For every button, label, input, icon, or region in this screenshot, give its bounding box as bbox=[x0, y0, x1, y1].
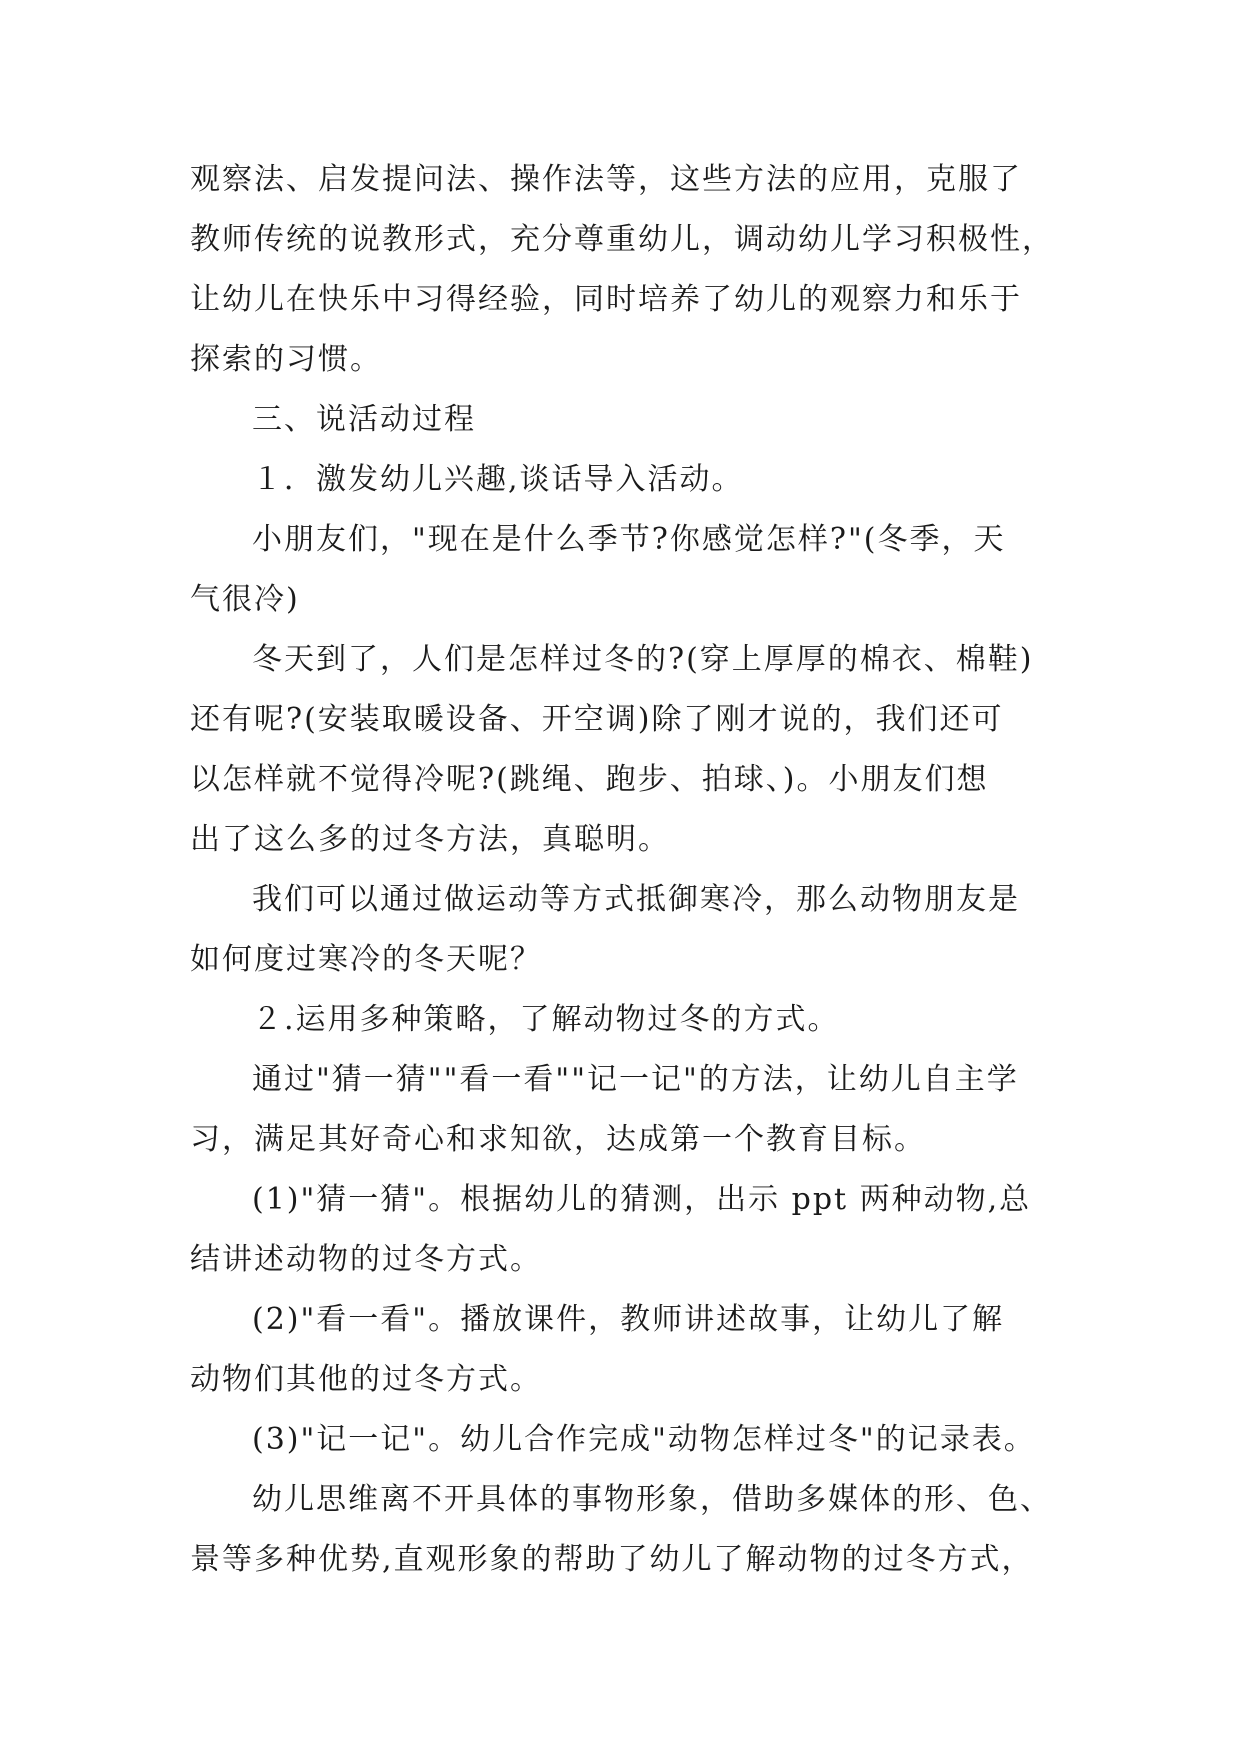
paragraph-p-question bbox=[190, 510, 1070, 630]
paragraph-step-2 bbox=[190, 990, 1070, 1050]
paragraph-step-1 bbox=[190, 450, 1070, 510]
paragraph-section-3 bbox=[190, 390, 1070, 450]
paragraph-p-animals bbox=[190, 870, 1070, 990]
text-line: 出了这么多的过冬方法，真聪明。 bbox=[190, 822, 670, 857]
text-line: 如何度过寒冷的冬天呢？ bbox=[190, 942, 542, 977]
text-line: 我们可以通过做运动等方式抵御寒冷，那么动物朋友是 bbox=[252, 882, 1020, 917]
text-line: 小朋友们，"现在是什么季节?你感觉怎样?"(冬季，天 bbox=[252, 522, 1006, 557]
text-line: 教师传统的说教形式，充分尊重幼儿，调动幼儿学习积极性， bbox=[190, 222, 1054, 257]
paragraph-p-methods bbox=[190, 1050, 1070, 1170]
text-line: 气很冷) bbox=[190, 582, 300, 617]
text-line: １．激发幼儿兴趣,谈话导入活动。 bbox=[252, 462, 744, 497]
text-line: 探索的习惯。 bbox=[190, 342, 382, 377]
text-line: 冬天到了，人们是怎样过冬的?(穿上厚厚的棉衣、棉鞋) bbox=[252, 642, 1034, 677]
text-line: ２.运用多种策略，了解动物过冬的方式。 bbox=[252, 1002, 840, 1037]
paragraph-p-look bbox=[190, 1290, 1070, 1410]
paragraph-p-winter bbox=[190, 630, 1070, 870]
text-line: (2)"看一看"。播放课件，教师讲述故事，让幼儿了解 bbox=[252, 1302, 1005, 1337]
paragraph-p-guess bbox=[190, 1170, 1070, 1290]
text-line: 通过"猜一猜""看一看""记一记"的方法，让幼儿自主学 bbox=[252, 1062, 1019, 1097]
text-line: 动物们其他的过冬方式。 bbox=[190, 1362, 542, 1397]
text-line: 三、说活动过程 bbox=[252, 402, 476, 437]
paragraph-intro bbox=[190, 150, 1070, 390]
text-line: 观察法、启发提问法、操作法等，这些方法的应用，克服了 bbox=[190, 162, 1022, 197]
paragraph-p-record bbox=[190, 1410, 1070, 1470]
text-line: (3)"记一记"。幼儿合作完成"动物怎样过冬"的记录表。 bbox=[252, 1422, 1036, 1457]
text-line: 还有呢?(安装取暖设备、开空调)除了刚才说的，我们还可 bbox=[190, 702, 1004, 737]
document-body bbox=[190, 150, 1070, 1590]
text-line: (1)"猜一猜"。根据幼儿的猜测，出示 ppt 两种动物,总 bbox=[252, 1182, 1032, 1217]
text-line: 幼儿思维离不开具体的事物形象，借助多媒体的形、色、 bbox=[252, 1482, 1052, 1517]
paragraph-p-thinking bbox=[190, 1470, 1070, 1590]
text-line: 以怎样就不觉得冷呢?(跳绳、跑步、拍球、)。小朋友们想 bbox=[190, 762, 989, 797]
text-line: 景等多种优势,直观形象的帮助了幼儿了解动物的过冬方式， bbox=[190, 1542, 1034, 1577]
text-line: 习，满足其好奇心和求知欲，达成第一个教育目标。 bbox=[190, 1122, 926, 1157]
text-line: 结讲述动物的过冬方式。 bbox=[190, 1242, 542, 1277]
text-line: 让幼儿在快乐中习得经验，同时培养了幼儿的观察力和乐于 bbox=[190, 282, 1022, 317]
